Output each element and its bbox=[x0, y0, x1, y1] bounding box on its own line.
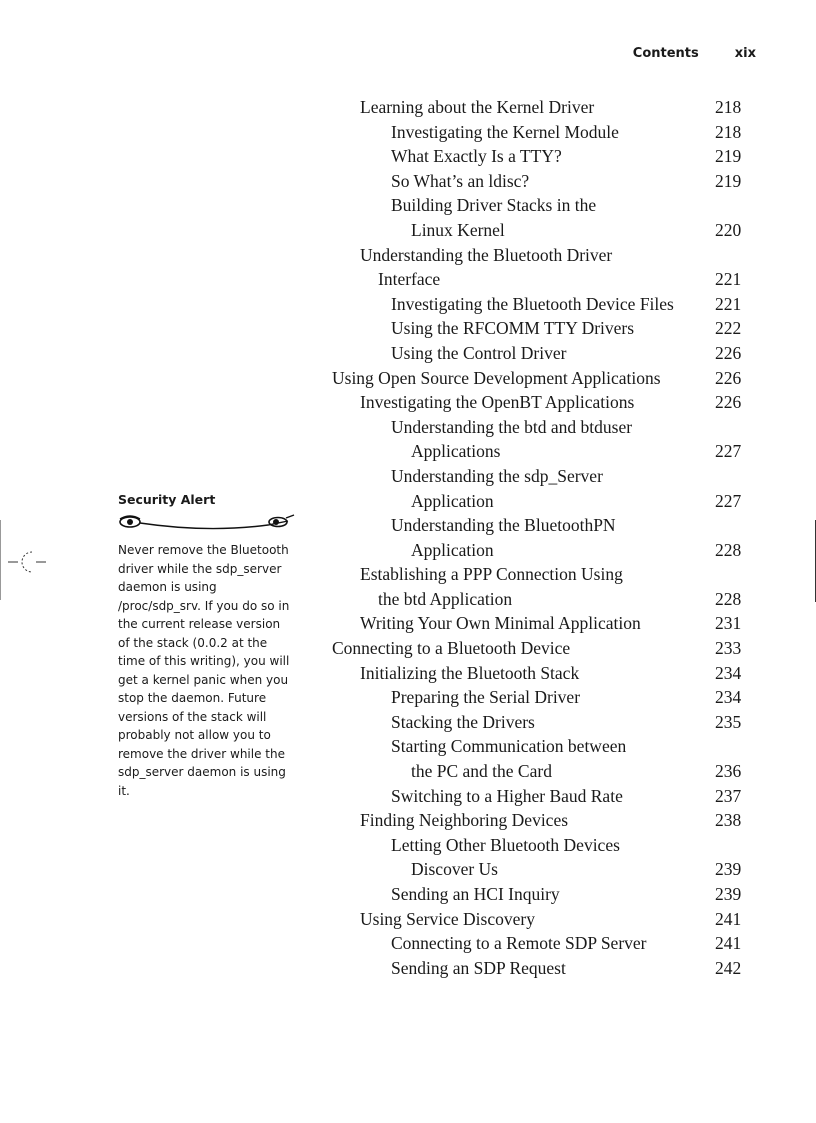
toc-entry-text: Discover Us bbox=[411, 859, 498, 880]
toc-entry-title bbox=[332, 513, 752, 538]
toc-entry-text: Investigating the Bluetooth Device Files bbox=[391, 293, 674, 314]
toc-entry bbox=[332, 193, 752, 242]
toc-entry-text: Linux Kernel bbox=[411, 219, 505, 240]
toc-entry-text: Switching to a Higher Baud Rate bbox=[391, 785, 623, 806]
toc-page-number: 234 bbox=[715, 687, 742, 708]
table-of-contents bbox=[332, 95, 752, 980]
toc-entry bbox=[332, 710, 752, 735]
toc-entry bbox=[332, 907, 752, 932]
toc-page-number: 231 bbox=[715, 613, 742, 634]
toc-entry bbox=[332, 931, 752, 956]
toc-entry bbox=[332, 95, 752, 120]
toc-entry-text: Understanding the Bluetooth Driver bbox=[360, 244, 613, 265]
toc-page-number: 228 bbox=[715, 588, 742, 609]
toc-entry bbox=[332, 685, 752, 710]
toc-page-number: 218 bbox=[715, 121, 742, 142]
toc-entry-title bbox=[332, 120, 752, 145]
toc-entry-text: Preparing the Serial Driver bbox=[391, 687, 581, 708]
toc-entry-title bbox=[332, 243, 752, 268]
toc-entry-title-continued bbox=[332, 538, 752, 563]
toc-entry bbox=[332, 956, 752, 981]
toc-entry-title bbox=[332, 562, 752, 587]
toc-entry bbox=[332, 144, 752, 169]
toc-entry-text: Stacking the Drivers bbox=[391, 711, 535, 732]
toc-entry-text: What Exactly Is a TTY? bbox=[391, 146, 562, 167]
toc-page-number: 242 bbox=[715, 957, 742, 978]
toc-entry-title bbox=[332, 931, 752, 956]
toc-entry-title bbox=[332, 611, 752, 636]
header-section: Contents bbox=[632, 46, 699, 61]
toc-page-number: 226 bbox=[715, 367, 742, 388]
toc-entry-text: Applications bbox=[411, 441, 501, 462]
toc-entry-title bbox=[332, 907, 752, 932]
toc-entry-title bbox=[332, 366, 752, 391]
toc-entry-title bbox=[332, 956, 752, 981]
toc-entry bbox=[332, 243, 752, 292]
toc-entry-title bbox=[332, 882, 752, 907]
toc-entry bbox=[332, 415, 752, 464]
toc-page-number: 227 bbox=[715, 490, 742, 511]
toc-page-number: 227 bbox=[715, 441, 742, 462]
toc-entry bbox=[332, 562, 752, 611]
toc-entry-title bbox=[332, 390, 752, 415]
toc-entry-title bbox=[332, 95, 752, 120]
sidebar-title: Security Alert bbox=[118, 492, 216, 507]
toc-entry-title bbox=[332, 193, 752, 218]
toc-entry-text: Sending an SDP Request bbox=[391, 957, 566, 978]
toc-page-number: 221 bbox=[715, 269, 742, 290]
toc-entry bbox=[332, 661, 752, 686]
toc-entry bbox=[332, 169, 752, 194]
toc-entry-text: Using Service Discovery bbox=[360, 908, 535, 929]
toc-entry-text: Sending an HCI Inquiry bbox=[391, 884, 560, 904]
registration-mark-icon bbox=[0, 520, 52, 600]
toc-entry-title-continued bbox=[332, 759, 752, 784]
toc-entry bbox=[332, 636, 752, 661]
toc-entry-title bbox=[332, 464, 752, 489]
toc-page-number: 237 bbox=[715, 785, 742, 806]
toc-entry-title bbox=[332, 169, 752, 194]
toc-entry-title bbox=[332, 784, 752, 809]
toc-page-number: 235 bbox=[715, 711, 742, 732]
toc-entry bbox=[332, 611, 752, 636]
toc-entry-title bbox=[332, 661, 752, 686]
toc-entry-text: Investigating the OpenBT Applications bbox=[360, 392, 635, 413]
toc-page-number: 241 bbox=[715, 933, 742, 954]
toc-entry-text: Application bbox=[411, 490, 494, 511]
toc-entry-text: Investigating the Kernel Module bbox=[391, 121, 619, 142]
toc-entry-text: Initializing the Bluetooth Stack bbox=[360, 662, 580, 683]
eye-alert-icon bbox=[118, 513, 296, 535]
toc-page-number: 226 bbox=[715, 342, 742, 363]
toc-entry-text: Using Open Source Development Applications bbox=[332, 367, 661, 388]
toc-entry-title-continued bbox=[332, 587, 752, 612]
toc-entry-text: Application bbox=[411, 539, 494, 560]
toc-page-number: 220 bbox=[715, 219, 742, 240]
toc-entry-title-continued bbox=[332, 857, 752, 882]
toc-page-number: 238 bbox=[715, 810, 742, 831]
toc-entry-title bbox=[332, 292, 752, 317]
toc-entry-title bbox=[332, 415, 752, 440]
toc-entry-text: Understanding the btd and btduser bbox=[391, 416, 633, 437]
toc-entry bbox=[332, 808, 752, 833]
toc-entry-text: Finding Neighboring Devices bbox=[360, 810, 569, 831]
toc-entry-text: Building Driver Stacks in the bbox=[391, 195, 597, 216]
toc-entry bbox=[332, 366, 752, 391]
toc-entry-title bbox=[332, 316, 752, 341]
toc-entry-text: Understanding the sdp_Server bbox=[391, 465, 603, 486]
toc-entry-text: So What’s an ldisc? bbox=[391, 170, 530, 191]
toc-entry-title-continued bbox=[332, 267, 752, 292]
toc-page-number: 233 bbox=[715, 638, 742, 659]
toc-entry-text: Connecting to a Remote SDP Server bbox=[391, 933, 647, 954]
toc-entry-text: Writing Your Own Minimal Application bbox=[360, 613, 641, 634]
toc-entry bbox=[332, 784, 752, 809]
toc-page-number: 234 bbox=[715, 662, 742, 683]
toc-page-number: 222 bbox=[715, 318, 742, 339]
toc-entry-text: Connecting to a Bluetooth Device bbox=[332, 638, 571, 659]
toc-page-number: 218 bbox=[715, 97, 742, 117]
toc-page-number: 219 bbox=[715, 146, 742, 167]
toc-entry-title bbox=[332, 734, 752, 759]
toc-entry-text: Using the Control Driver bbox=[391, 342, 567, 363]
toc-entry bbox=[332, 292, 752, 317]
toc-page-number: 239 bbox=[715, 884, 742, 904]
toc-entry-text: Interface bbox=[378, 269, 441, 290]
toc-page-number: 226 bbox=[715, 392, 742, 413]
toc-entry-title-continued bbox=[332, 218, 752, 243]
toc-entry-text: Establishing a PPP Connection Using bbox=[360, 564, 623, 585]
toc-entry-title bbox=[332, 710, 752, 735]
toc-page-number: 221 bbox=[715, 293, 742, 314]
toc-entry-text: Letting Other Bluetooth Devices bbox=[391, 834, 620, 855]
toc-page-number: 219 bbox=[715, 170, 742, 191]
toc-entry-text: the btd Application bbox=[378, 588, 513, 609]
security-alert-sidebar bbox=[118, 492, 290, 800]
toc-entry bbox=[332, 341, 752, 366]
toc-entry bbox=[332, 833, 752, 882]
running-header bbox=[633, 46, 756, 61]
toc-page-number: 236 bbox=[715, 761, 742, 782]
toc-entry-title-continued bbox=[332, 439, 752, 464]
toc-page-number: 228 bbox=[715, 539, 742, 560]
toc-entry-title bbox=[332, 636, 752, 661]
toc-entry-title-continued bbox=[332, 489, 752, 514]
toc-entry-title bbox=[332, 833, 752, 858]
toc-page-number: 239 bbox=[715, 859, 742, 880]
toc-entry-title bbox=[332, 144, 752, 169]
toc-entry bbox=[332, 316, 752, 341]
toc-entry bbox=[332, 734, 752, 783]
toc-entry-text: the PC and the Card bbox=[411, 761, 552, 782]
toc-entry-title bbox=[332, 808, 752, 833]
header-page-number: xix bbox=[734, 46, 756, 61]
toc-entry-title bbox=[332, 685, 752, 710]
toc-entry-text: Using the RFCOMM TTY Drivers bbox=[391, 318, 635, 339]
toc-entry bbox=[332, 464, 752, 513]
toc-entry-title bbox=[332, 341, 752, 366]
toc-entry-text: Understanding the BluetoothPN bbox=[391, 515, 616, 536]
toc-entry bbox=[332, 120, 752, 145]
toc-page-number: 241 bbox=[715, 908, 742, 929]
toc-entry bbox=[332, 390, 752, 415]
sidebar-body: Never remove the Bluetooth driver while the sdp_server daemon is using /proc/sdp_srv. If you do so in the current release version of the stack (0.0.2 at the time of this writing), you will get a kernel panic when you stop the daemon. Future versions of the stack will probably not allow you to remove the driver while the sdp_server daemon is using it. bbox=[118, 543, 290, 798]
toc-entry bbox=[332, 882, 752, 907]
toc-entry-text: Starting Communication between bbox=[391, 736, 627, 757]
toc-entry bbox=[332, 513, 752, 562]
toc-entry-text: Learning about the Kernel Driver bbox=[360, 97, 595, 117]
